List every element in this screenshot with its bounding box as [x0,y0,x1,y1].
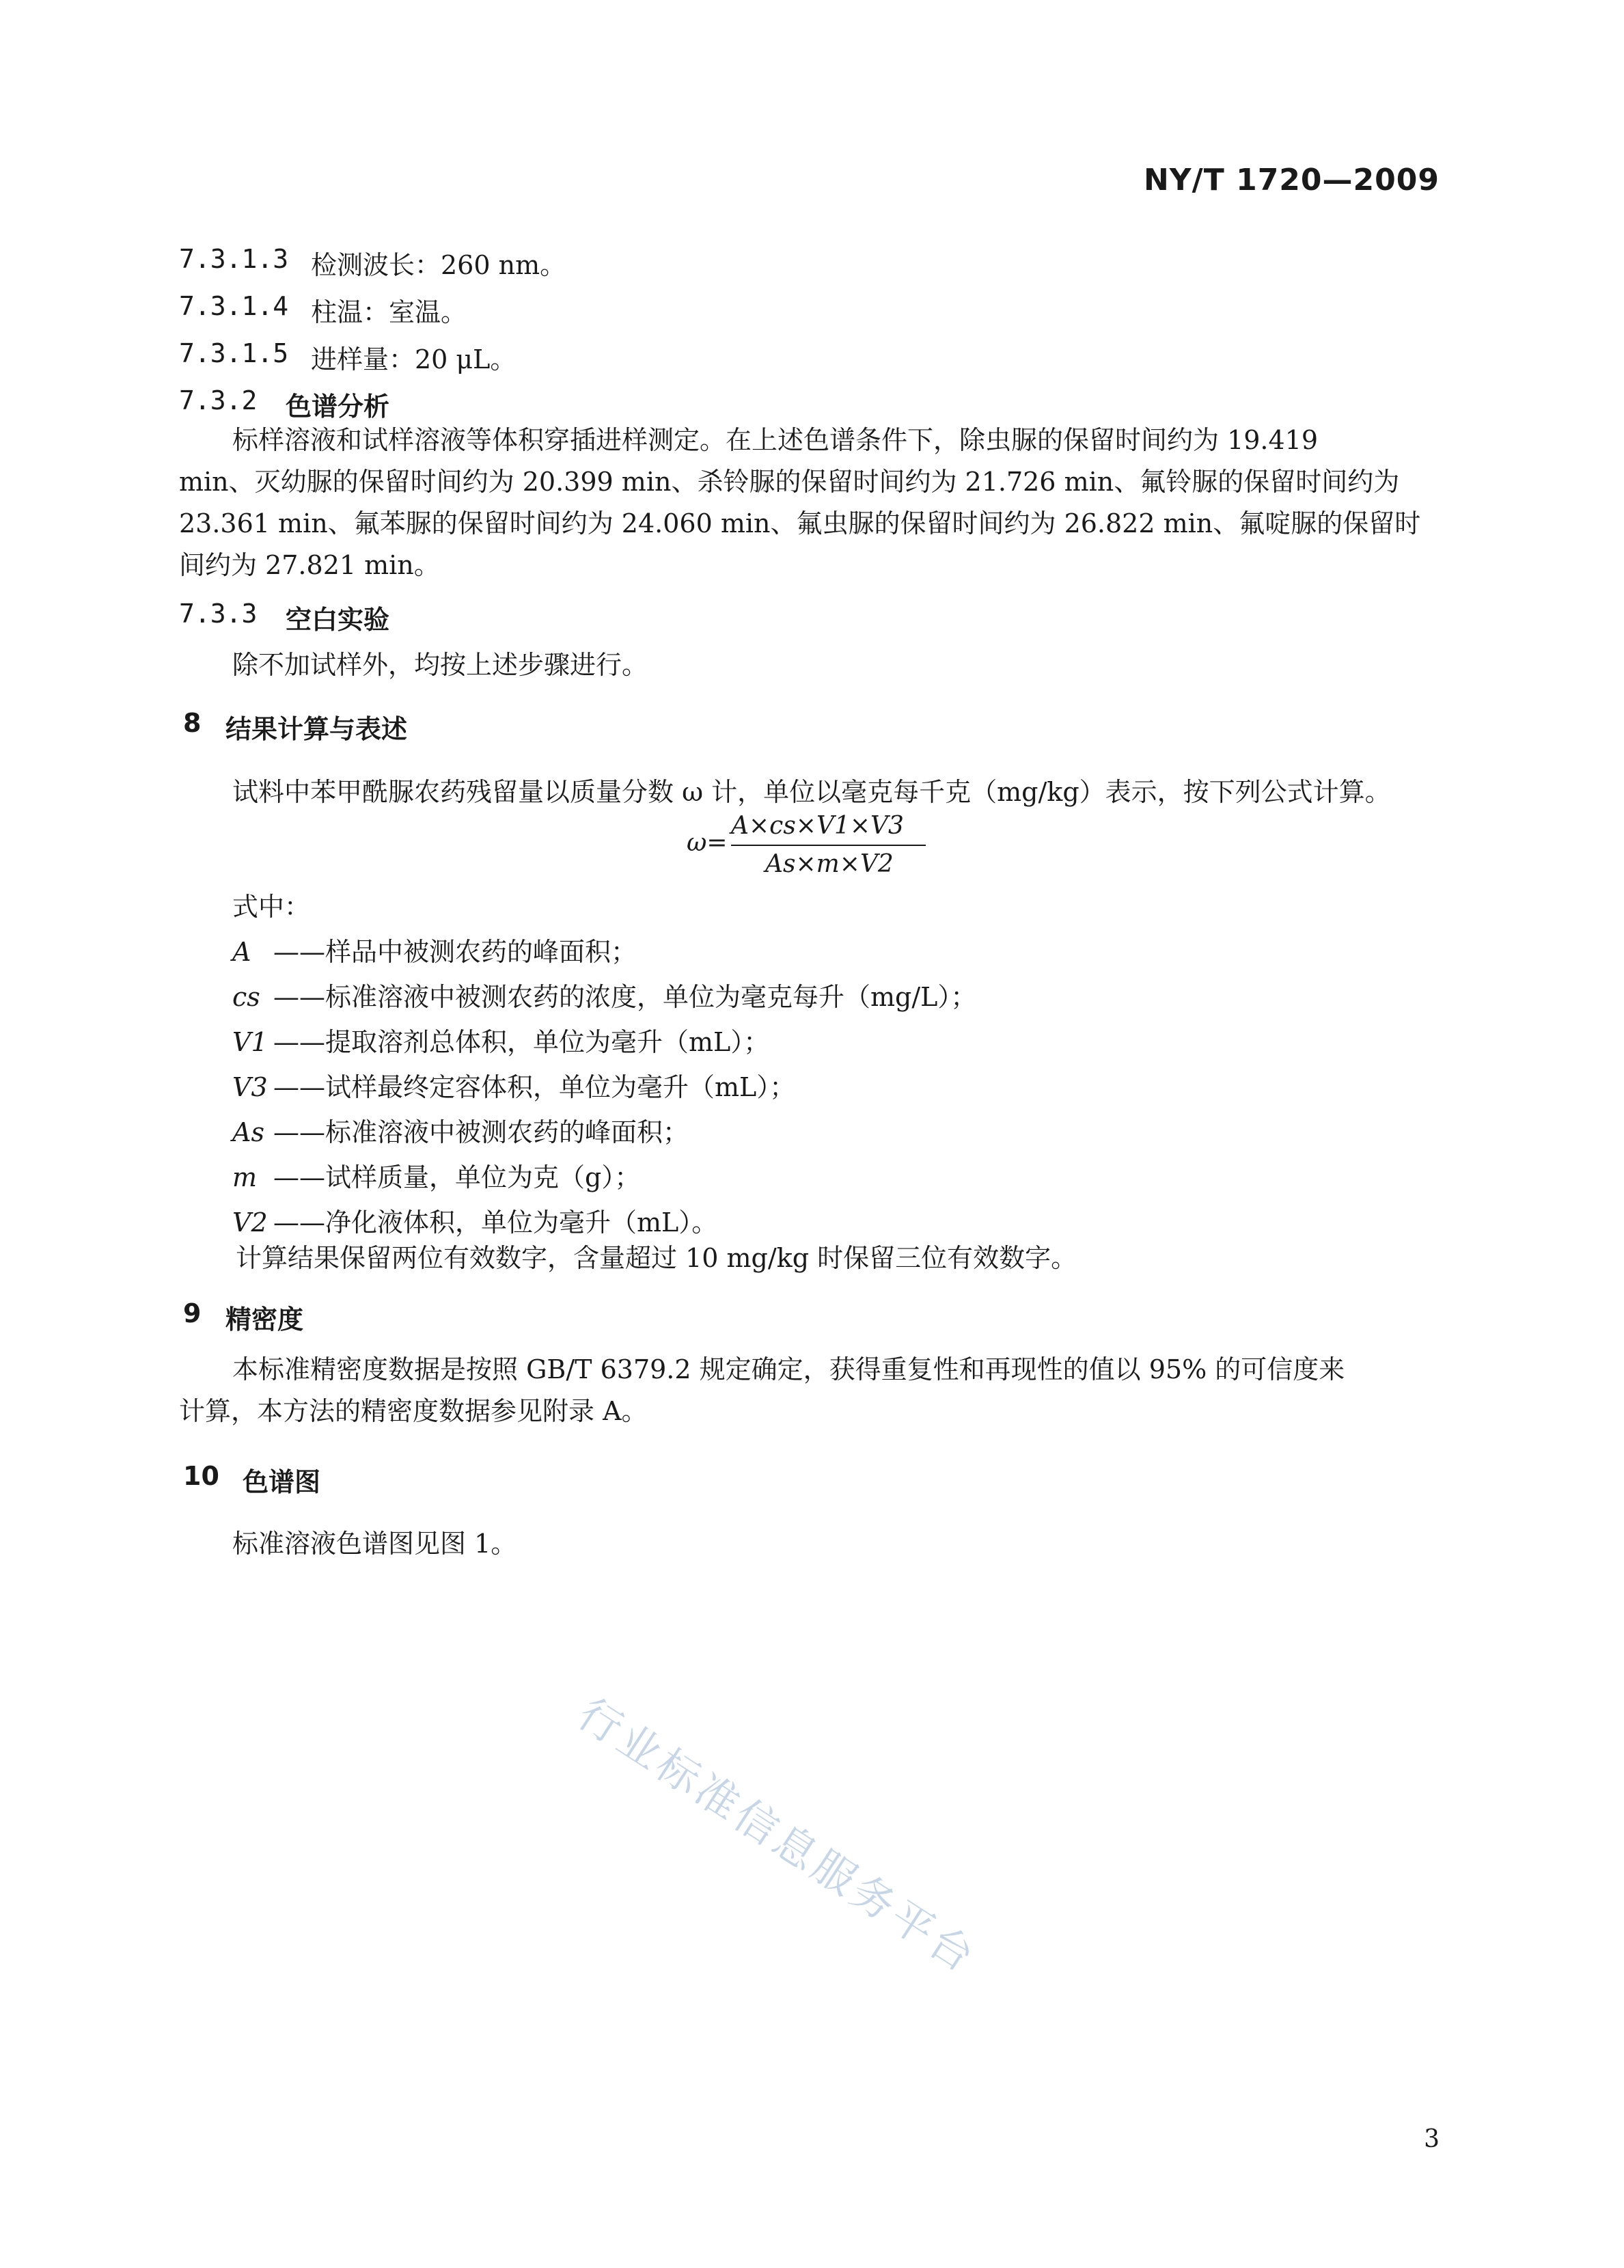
definition-text: ——样品中被测农药的峰面积； [273,937,637,967]
definition-symbol: cs [232,982,260,1012]
paragraph-line: 标样溶液和试样溶液等体积穿插进样测定。在上述色谱条件下，除虫脲的保留时间约为 19.419 [232,425,1319,455]
section-number: 7.3.3 [179,599,258,629]
paragraph-line: 23.361 min、氟苯脲的保留时间约为 24.060 min、氟虫脲的保留时间约为 26.822 min、氟啶脲的保留时 [179,508,1421,538]
paragraph-line: 本标准精密度数据是按照 GB/T 6379.2 规定确定，获得重复性和再现性的值以 95% 的可信度来 [232,1354,1345,1384]
definition-text: ——试样质量，单位为克（g）； [273,1162,641,1192]
paragraph-line: 计算，本方法的精密度数据参见附录 A。 [179,1396,648,1426]
formula-numerator: A×cs×V1×V3 [731,812,904,840]
where-label: 式中： [232,892,311,922]
paragraph-line: min、灭幼脲的保留时间约为 20.399 min、杀铃脲的保留时间约为 21.726 min、氟铃脲的保留时间约为 [179,467,1400,497]
formula-lhs: ω= [687,829,728,857]
significant-digits-note: 计算结果保留两位有效数字，含量超过 10 mg/kg 时保留三位有效数字。 [236,1243,1077,1273]
chromatogram-reference: 标准溶液色谱图见图 1。 [232,1529,517,1559]
standard-code: NY/T 1720—2009 [1143,163,1440,197]
section-number: 7.3.1.3 [179,244,289,274]
calculation-intro: 试料中苯甲酰脲农药残留量以质量分数 ω 计，单位以毫克每千克（mg/kg）表示，按下列公式计算。 [232,777,1391,807]
paragraph-line: 间约为 27.821 min。 [179,550,440,580]
section-number: 9 [183,1298,202,1328]
definition-item [232,1155,976,1200]
definition-text: ——提取溶剂总体积，单位为毫升（mL）； [273,1027,770,1057]
definition-symbol: V1 [232,1027,268,1057]
detection-wavelength-text: 检测波长：260 nm。 [311,250,566,280]
definition-symbol: V2 [232,1207,268,1238]
definition-symbol: As [232,1117,264,1147]
page-number: 3 [1424,2125,1440,2153]
definition-item [232,1065,976,1110]
section-number: 7.3.1.4 [179,291,289,321]
definition-text: ——试样最终定容体积，单位为毫升（mL）； [273,1072,796,1102]
section-title: 色谱分析 [286,392,390,422]
formula-denominator: As×m×V2 [765,850,894,878]
definition-text: ——标准溶液中被测农药的浓度，单位为毫克每升（mg/L）； [273,982,977,1012]
section-number: 8 [183,708,202,738]
definition-symbol: m [232,1162,258,1192]
definition-symbol: A [232,937,251,967]
fraction-bar [731,845,926,846]
section-title: 色谱图 [243,1467,321,1497]
definition-item [232,974,976,1020]
section-title: 精密度 [225,1304,304,1335]
column-temp-text: 柱温：室温。 [311,297,467,327]
chromatography-analysis-paragraph [179,420,1421,586]
definition-item [232,929,976,974]
watermark: 行业标准信息服务平台 [569,1688,987,1984]
section-number: 10 [183,1461,219,1491]
definition-text: ——净化液体积，单位为毫升（mL）。 [273,1207,718,1238]
definition-text: ——标准溶液中被测农药的峰面积； [273,1117,689,1147]
section-title: 空白实验 [286,605,390,635]
section-number: 7.3.1.5 [179,338,289,368]
definition-item [232,1110,976,1155]
blank-test-text: 除不加试样外，均按上述步骤进行。 [232,650,648,680]
symbol-definitions [232,929,976,1245]
section-title: 结果计算与表述 [225,714,408,744]
precision-paragraph [179,1349,1345,1432]
definition-item [232,1020,976,1065]
section-number: 7.3.2 [179,385,258,415]
definition-symbol: V3 [232,1072,268,1102]
injection-volume-text: 进样量：20 μL。 [311,344,517,374]
